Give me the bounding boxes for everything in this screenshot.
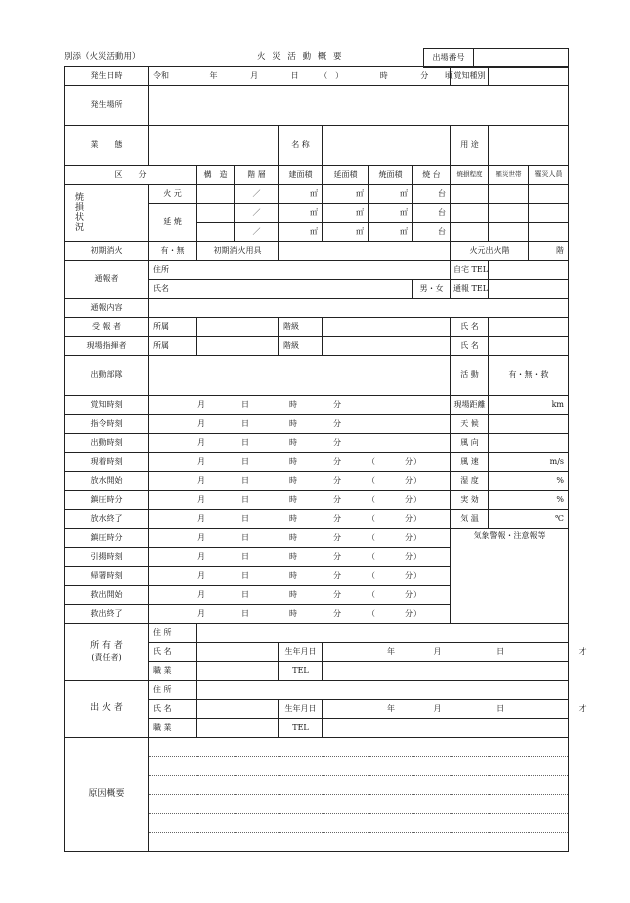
- report-content-field[interactable]: [149, 298, 569, 317]
- receiver-affiliation-label: 所属: [149, 317, 197, 336]
- initial-extinguish-yesno[interactable]: 有・無: [149, 241, 197, 260]
- col-affected-households: 罹災世帯: [489, 165, 529, 184]
- spread-persons-2[interactable]: [529, 222, 569, 241]
- receiver-rank-field[interactable]: [323, 317, 451, 336]
- report-tel-label: 通報 TEL: [451, 279, 489, 298]
- use-field[interactable]: [489, 125, 569, 165]
- col-building-area: 建面積: [279, 165, 323, 184]
- business-name-field[interactable]: [323, 125, 451, 165]
- fire-person-name-label: 氏 名: [149, 699, 197, 718]
- time-field[interactable]: 月 日 時 分 （ 分）: [149, 585, 451, 604]
- spread-building-area-2[interactable]: ㎡: [279, 222, 323, 241]
- reporter-address-label: 住所: [149, 260, 197, 279]
- cause-line-1[interactable]: [149, 737, 569, 756]
- reporter-label: 通報者: [65, 260, 149, 298]
- owner-address-field[interactable]: [197, 623, 569, 642]
- weather-label: 風 向: [451, 433, 489, 452]
- spread-burned-units-2[interactable]: 台: [413, 222, 451, 241]
- year-unit: 年: [209, 70, 218, 80]
- origin-floor-label: 火元出火階: [451, 241, 529, 260]
- time-field[interactable]: 月 日 時 分 （ 分）: [149, 452, 451, 471]
- time-field[interactable]: 月 日 時 分 （ 分）: [149, 490, 451, 509]
- fire-person-job-field[interactable]: [197, 718, 279, 737]
- time-field[interactable]: 月 日 時 分: [149, 395, 451, 414]
- spread-building-area-1[interactable]: ㎡: [279, 203, 323, 222]
- report-tel-field[interactable]: [489, 279, 569, 298]
- fire-person-address-field[interactable]: [197, 680, 569, 699]
- spread-structure-1[interactable]: [197, 203, 235, 222]
- weather-label: 実 効: [451, 490, 489, 509]
- approx-unit: 頃: [444, 70, 453, 80]
- time-label: 鎮圧時分: [65, 528, 149, 547]
- time-field[interactable]: 月 日 時 分 （ 分）: [149, 471, 451, 490]
- fire-person-job-label: 職 業: [149, 718, 197, 737]
- time-label: 救出開始: [65, 585, 149, 604]
- category-label: 区 分: [65, 165, 197, 184]
- cause-line-2[interactable]: [149, 756, 569, 775]
- weather-warning-cell[interactable]: [451, 528, 569, 623]
- origin-label: 火 元: [149, 184, 197, 203]
- col-damage-degree: 焼損程度: [451, 165, 489, 184]
- time-label: 帰署時刻: [65, 566, 149, 585]
- initial-equipment-label: 初期消火用具: [197, 241, 279, 260]
- fire-person-label: 出 火 者: [65, 680, 149, 737]
- location-label: 発生場所: [65, 85, 149, 125]
- recognition-type-label: 覚知種別: [451, 66, 489, 85]
- origin-burned-area[interactable]: ㎡: [369, 184, 413, 203]
- spread-degree-1[interactable]: [451, 203, 489, 222]
- fire-person-birth-field[interactable]: 年 月 日 才: [323, 699, 569, 718]
- weather-field[interactable]: km: [489, 395, 569, 414]
- time-field[interactable]: 月 日 時 分: [149, 414, 451, 433]
- origin-floors[interactable]: ／: [235, 184, 279, 203]
- weather-label: 風 速: [451, 452, 489, 471]
- home-tel-field[interactable]: [489, 260, 569, 279]
- cause-line-4[interactable]: [149, 794, 569, 813]
- era-label: 令和: [153, 70, 169, 80]
- fire-person-address-label: 住 所: [149, 680, 197, 699]
- time-field[interactable]: 月 日 時 分 （ 分）: [149, 528, 451, 547]
- location-field[interactable]: [149, 85, 569, 125]
- minute-unit: 分: [420, 70, 429, 80]
- commander-affiliation-field[interactable]: [197, 336, 279, 355]
- fire-person-tel-field[interactable]: [323, 718, 569, 737]
- recognition-type-field[interactable]: [489, 66, 569, 85]
- col-total-floor-area: 延面積: [323, 165, 369, 184]
- origin-degree[interactable]: [451, 184, 489, 203]
- weather-label: 気 温: [451, 509, 489, 528]
- time-label: 放水終了: [65, 509, 149, 528]
- owner-name-field[interactable]: [197, 642, 279, 661]
- col-floors: 階 層: [235, 165, 279, 184]
- time-label: 現着時刻: [65, 452, 149, 471]
- origin-total-area[interactable]: ㎡: [323, 184, 369, 203]
- dispatch-number-box: [423, 48, 569, 68]
- time-label: 覚知時刻: [65, 395, 149, 414]
- commander-name-label: 氏 名: [451, 336, 489, 355]
- reporter-name-label: 氏名: [149, 279, 197, 298]
- origin-building-area[interactable]: ㎡: [279, 184, 323, 203]
- spread-floors-1[interactable]: ／: [235, 203, 279, 222]
- reporter-address-field[interactable]: [197, 260, 451, 279]
- origin-floor-field[interactable]: 階: [529, 241, 569, 260]
- use-label: 用 途: [451, 125, 489, 165]
- spread-degree-2[interactable]: [451, 222, 489, 241]
- time-label: 放水開始: [65, 471, 149, 490]
- fire-person-birth-label: 生年月日: [279, 699, 323, 718]
- commander-rank-field[interactable]: [323, 336, 451, 355]
- spread-label: 延 焼: [149, 203, 197, 241]
- spread-burned-area-2[interactable]: ㎡: [369, 222, 413, 241]
- owner-label-cell: [65, 623, 149, 680]
- owner-birth-label: 生年月日: [279, 642, 323, 661]
- col-structure: 構 造: [197, 165, 235, 184]
- cause-line-6[interactable]: [149, 832, 569, 851]
- owner-name-label: 氏 名: [149, 642, 197, 661]
- initial-extinguish-label: 初期消火: [65, 241, 149, 260]
- spread-burned-area-1[interactable]: ㎡: [369, 203, 413, 222]
- cause-line-3[interactable]: [149, 775, 569, 794]
- initial-equipment-field[interactable]: [279, 241, 451, 260]
- business-type-label: 業 態: [65, 125, 149, 165]
- time-label: 出動時刻: [65, 433, 149, 452]
- occurrence-date-label: 発生日時: [65, 66, 149, 85]
- activity-label: 活 動: [451, 355, 489, 395]
- occurrence-date-field[interactable]: [149, 66, 451, 85]
- commander-label: 現場指揮者: [65, 336, 149, 355]
- origin-persons[interactable]: [529, 184, 569, 203]
- weather-label: 天 候: [451, 414, 489, 433]
- appendix-label: 別添（火災活動用）: [64, 52, 141, 62]
- receiver-name-label: 氏 名: [451, 317, 489, 336]
- reporter-gender[interactable]: 男・女: [413, 279, 451, 298]
- form-title: 火 災 活 動 概 要: [257, 52, 344, 62]
- commander-rank-label: 階級: [279, 336, 323, 355]
- owner-job-label: 職 業: [149, 661, 197, 680]
- owner-tel-label: TEL: [279, 661, 323, 680]
- damage-status-cell: [65, 184, 149, 241]
- weather-field[interactable]: ℃: [489, 509, 569, 528]
- time-field[interactable]: 月 日 時 分: [149, 433, 451, 452]
- col-burned-area: 焼面積: [369, 165, 413, 184]
- receiver-name-field[interactable]: [489, 317, 569, 336]
- time-label: 引揚時刻: [65, 547, 149, 566]
- hour-unit: 時: [379, 70, 388, 80]
- origin-structure[interactable]: [197, 184, 235, 203]
- spread-total-area-2[interactable]: ㎡: [323, 222, 369, 241]
- units-field[interactable]: [149, 355, 451, 395]
- time-field[interactable]: 月 日 時 分 （ 分）: [149, 566, 451, 585]
- activity-value[interactable]: 有・無・救: [489, 355, 569, 395]
- commander-name-field[interactable]: [489, 336, 569, 355]
- owner-label: 所 有 者: [90, 640, 123, 651]
- weather-field[interactable]: [489, 433, 569, 452]
- report-content-label: 通報内容: [65, 298, 149, 317]
- spread-total-area-1[interactable]: ㎡: [323, 203, 369, 222]
- owner-tel-field[interactable]: [323, 661, 569, 680]
- time-field[interactable]: 月 日 時 分 （ 分）: [149, 547, 451, 566]
- spread-structure-2[interactable]: [197, 222, 235, 241]
- spread-households-1[interactable]: [489, 203, 529, 222]
- time-label: 指令時刻: [65, 414, 149, 433]
- origin-households[interactable]: [489, 184, 529, 203]
- commander-affiliation-label: 所属: [149, 336, 197, 355]
- owner-sub-label: (責任者): [91, 652, 122, 662]
- units-label: 出動部隊: [65, 355, 149, 395]
- spread-persons-1[interactable]: [529, 203, 569, 222]
- spread-floors-2[interactable]: ／: [235, 222, 279, 241]
- dispatch-number-label: 出場番号: [424, 49, 474, 68]
- spread-burned-units-1[interactable]: 台: [413, 203, 451, 222]
- owner-birth-field[interactable]: 年 月 日 才: [323, 642, 569, 661]
- receiver-rank-label: 階級: [279, 317, 323, 336]
- day-unit: 日: [290, 70, 299, 80]
- time-label: 救出終了: [65, 604, 149, 623]
- receiver-label: 受 報 者: [65, 317, 149, 336]
- dispatch-number-field[interactable]: [474, 49, 569, 68]
- weather-field[interactable]: [489, 414, 569, 433]
- weekday-paren: （ ）: [319, 70, 344, 80]
- cause-line-5[interactable]: [149, 813, 569, 832]
- col-burned-units: 焼 台: [413, 165, 451, 184]
- time-label: 鎮圧時分: [65, 490, 149, 509]
- reporter-name-field[interactable]: [197, 279, 413, 298]
- weather-label: 湿 度: [451, 471, 489, 490]
- month-unit: 月: [250, 70, 259, 80]
- time-field[interactable]: 月 日 時 分 （ 分）: [149, 604, 451, 623]
- col-affected-persons: 罹災人員: [529, 165, 569, 184]
- weather-field[interactable]: %: [489, 490, 569, 509]
- fire-person-name-field[interactable]: [197, 699, 279, 718]
- fire-activity-form: [64, 66, 587, 852]
- receiver-affiliation-field[interactable]: [197, 317, 279, 336]
- owner-job-field[interactable]: [197, 661, 279, 680]
- spread-households-2[interactable]: [489, 222, 529, 241]
- cause-label: 原因概要: [65, 737, 149, 851]
- business-type-field[interactable]: [149, 125, 279, 165]
- home-tel-label: 自宅 TEL: [451, 260, 489, 279]
- weather-field[interactable]: %: [489, 471, 569, 490]
- weather-label: 現場距離: [451, 395, 489, 414]
- damage-status-label: 焼損状況: [73, 191, 83, 232]
- name-label: 名 称: [279, 125, 323, 165]
- weather-warning-label: 気象警報・注意報等: [473, 530, 546, 540]
- owner-address-label: 住 所: [149, 623, 197, 642]
- weather-field[interactable]: m/s: [489, 452, 569, 471]
- time-field[interactable]: 月 日 時 分 （ 分）: [149, 509, 451, 528]
- origin-burned-units[interactable]: 台: [413, 184, 451, 203]
- fire-person-tel-label: TEL: [279, 718, 323, 737]
